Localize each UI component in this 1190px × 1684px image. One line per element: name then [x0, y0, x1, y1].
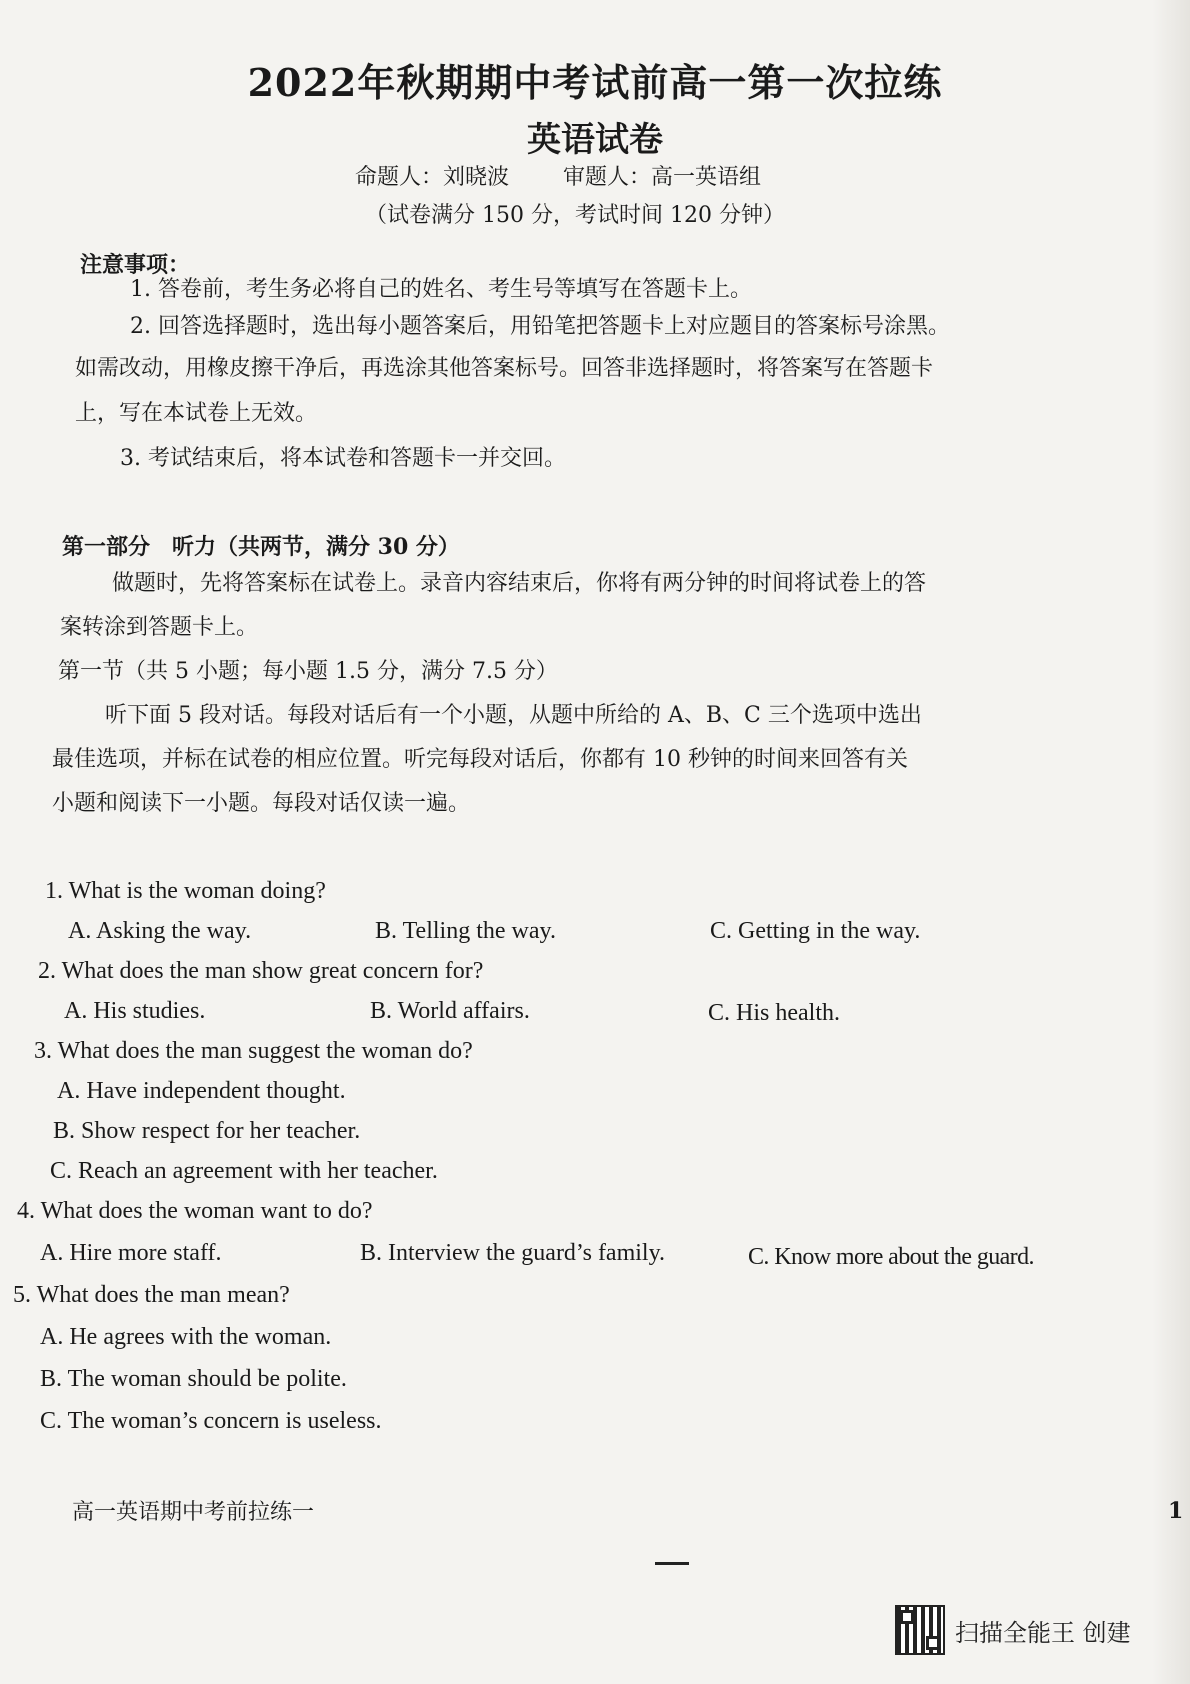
- score-time: （试卷满分 150 分，考试时间 120 分钟）: [365, 203, 785, 228]
- section-one-heading: 第一节（共 5 小题；每小题 1.5 分，满分 7.5 分）: [58, 659, 558, 684]
- qr-code-icon: [895, 1605, 945, 1655]
- question-3: 3. What does the man suggest the woman do?: [34, 1038, 473, 1064]
- question-3-option-c: C. Reach an agreement with her teacher.: [50, 1158, 438, 1184]
- notice-item-2-cont-2: 上，写在本试卷上无效。: [75, 401, 318, 426]
- question-1: 1. What is the woman doing?: [45, 878, 326, 904]
- question-5-option-b: B. The woman should be polite.: [40, 1366, 347, 1392]
- exam-subject: 英语试卷: [527, 120, 663, 160]
- page-dash: [655, 1562, 689, 1565]
- listening-instruction-2: 案转涂到答题卡上。: [60, 615, 259, 640]
- scanner-watermark: [895, 1605, 1131, 1655]
- listening-instruction-1: 做题时，先将答案标在试卷上。录音内容结束后，你将有两分钟的时间将试卷上的答: [112, 571, 927, 596]
- notice-item-2: 2. 回答选择题时，选出每小题答案后，用铅笔把答题卡上对应题目的答案标号涂黑。: [130, 314, 950, 339]
- exam-title: 2022年秋期期中考试前高一第一次拉练: [247, 60, 943, 105]
- question-2-option-a: A. His studies.: [64, 998, 206, 1024]
- question-1-option-a: A. Asking the way.: [68, 918, 252, 944]
- question-5: 5. What does the man mean?: [13, 1282, 290, 1308]
- question-3-option-b: B. Show respect for her teacher.: [53, 1118, 361, 1144]
- question-5-option-c: C. The woman’s concern is useless.: [40, 1408, 382, 1434]
- question-2-option-c: C. His health.: [708, 1000, 840, 1026]
- question-5-option-a: A. He agrees with the woman.: [40, 1324, 332, 1350]
- footer-label: 高一英语期中考前拉练一: [72, 1500, 315, 1525]
- section-one-instruction-1: 听下面 5 段对话。每段对话后有一个小题，从题中所给的 A、B、C 三个选项中选出: [105, 703, 922, 728]
- authors-line: [355, 160, 815, 191]
- section-one-instruction-3: 小题和阅读下一小题。每段对话仅读一遍。: [52, 791, 471, 816]
- notice-item-2-cont-1: 如需改动，用橡皮擦干净后，再选涂其他答案标号。回答非选择题时，将答案写在答题卡: [75, 356, 934, 381]
- question-4-option-c: C. Know more about the guard.: [748, 1244, 1034, 1270]
- notice-item-1: 1. 答卷前，考生务必将自己的姓名、考生号等填写在答题卡上。: [130, 277, 752, 302]
- notice-item-3: 3. 考试结束后，将本试卷和答题卡一并交回。: [120, 446, 566, 471]
- section-one-instruction-2: 最佳选项，并标在试卷的相应位置。听完每段对话后，你都有 10 秒钟的时间来回答有关: [52, 747, 908, 772]
- scan-edge-shadow: [1152, 0, 1190, 1684]
- question-2: 2. What does the man show great concern for?: [38, 958, 484, 984]
- question-4-option-a: A. Hire more staff.: [40, 1240, 222, 1266]
- question-2-option-b: B. World affairs.: [370, 998, 530, 1024]
- page-number: 1: [1168, 1498, 1184, 1524]
- question-1-option-c: C. Getting in the way.: [710, 918, 921, 944]
- setter: 命题人：刘晓波: [355, 165, 510, 190]
- part-one-heading: 第一部分 听力（共两节，满分 30 分）: [62, 534, 460, 560]
- scanner-text: 扫描全能王 创建: [955, 1618, 1131, 1647]
- question-4-option-b: B. Interview the guard’s family.: [360, 1240, 666, 1266]
- question-1-option-b: B. Telling the way.: [375, 918, 556, 944]
- question-3-option-a: A. Have independent thought.: [57, 1078, 346, 1104]
- notice-heading: 注意事项：: [80, 252, 191, 278]
- reviewer: 审题人：高一英语组: [563, 165, 762, 190]
- question-4: 4. What does the woman want to do?: [17, 1198, 373, 1224]
